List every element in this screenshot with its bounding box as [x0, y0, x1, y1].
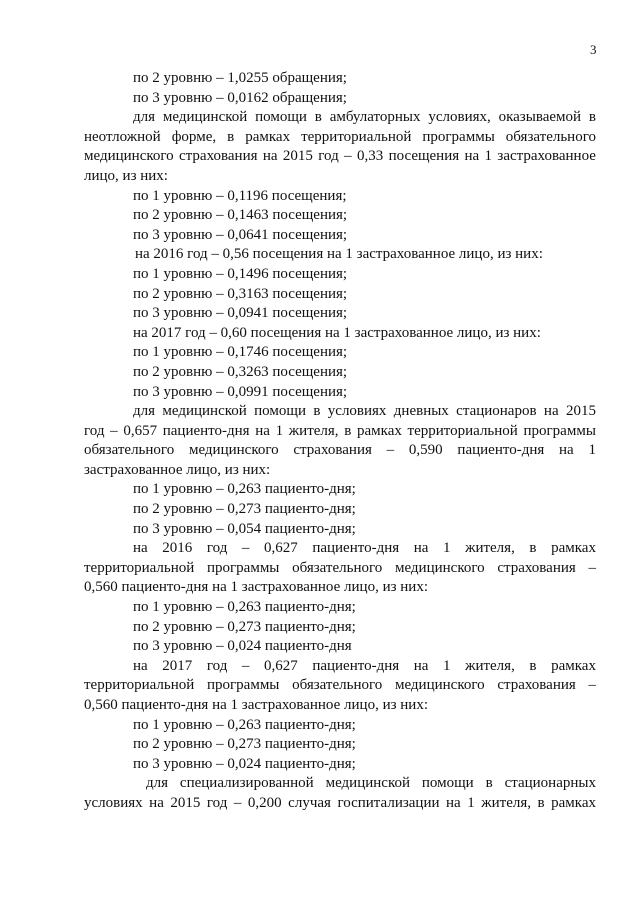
word: 1: [484, 148, 493, 165]
text-line: по 2 уровню – 0,273 пациенто-дня;: [133, 618, 356, 635]
word: на: [464, 148, 480, 165]
word: для: [146, 775, 169, 792]
text-line-justified: [84, 128, 596, 148]
word: застрахованное: [497, 148, 596, 165]
text-line: 0,560 пациенто-дня на 1 застрахованное лицо, из них:: [84, 579, 428, 596]
word: на: [149, 794, 164, 811]
word: помощи: [255, 109, 307, 126]
word: обязательного: [292, 559, 383, 576]
text-line: по 1 уровню – 0,1746 посещения;: [133, 344, 348, 361]
word: медицинской: [162, 403, 247, 420]
word: условиях,: [428, 109, 491, 126]
text-line-justified: [84, 539, 596, 559]
text-line: по 2 уровню – 0,3163 посещения;: [133, 285, 348, 302]
word: обязательного: [84, 442, 175, 459]
word: стационарных: [504, 775, 596, 792]
word: 2016: [162, 540, 193, 557]
text-line: по 2 уровню – 0,273 пациенто-дня;: [133, 736, 356, 753]
word: помощи: [254, 403, 306, 420]
word: амбулаторных: [329, 109, 421, 126]
word: медицинского: [394, 677, 485, 694]
text-line: по 1 уровню – 0,263 пациенто-дня;: [133, 599, 356, 616]
word: 0,627: [263, 657, 298, 674]
word: рамках: [356, 422, 402, 439]
text-line-justified: [84, 676, 596, 696]
word: медицинского: [84, 148, 174, 165]
word: год: [206, 540, 228, 557]
text-line: по 2 уровню – 0,1463 посещения;: [133, 207, 348, 224]
word: 0,657: [123, 422, 158, 439]
text-line: 0,560 пациенто-дня на 1 застрахованное лицо, из них:: [84, 697, 428, 713]
word: 0,33: [356, 148, 384, 165]
word: жителя,: [465, 540, 515, 557]
word: в: [313, 403, 321, 420]
text-line: по 3 уровню – 0,024 пациенто-дня: [133, 638, 352, 655]
text-line-justified: [84, 422, 596, 442]
word: жителя,: [481, 794, 531, 811]
text-line: по 3 уровню – 0,0991 посещения;: [133, 383, 348, 400]
word: 2017: [162, 657, 193, 674]
word: неотложной: [84, 128, 161, 145]
text-line-justified: [84, 108, 596, 128]
word: условиях: [84, 794, 143, 811]
word: –: [233, 794, 242, 811]
word: на: [413, 657, 429, 674]
word: –: [241, 540, 250, 557]
word: год: [206, 657, 228, 674]
text-line: лицо, из них:: [84, 167, 168, 184]
text-line: по 1 уровню – 0,263 пациенто-дня;: [133, 716, 356, 733]
word: рамках: [245, 128, 291, 145]
word: территориальной: [84, 559, 195, 576]
word: –: [110, 422, 118, 439]
document-body: [84, 69, 596, 814]
word: рамках: [551, 540, 596, 557]
word: на: [255, 422, 270, 439]
word: медицинского: [394, 559, 485, 576]
word: на: [559, 442, 574, 459]
word: программы: [206, 677, 280, 694]
word: 2015: [170, 794, 201, 811]
word: медицинской: [162, 109, 248, 126]
word: в: [344, 422, 352, 439]
word: дневных: [393, 403, 449, 420]
word: территориальной: [301, 128, 412, 145]
word: пациенто-дня: [162, 422, 250, 439]
text-line: по 1 уровню – 0,1196 посещения;: [133, 187, 347, 204]
text-line: по 3 уровню – 0,054 пациенто-дня;: [133, 520, 356, 537]
word: 2015: [565, 403, 596, 420]
word: рамках: [551, 794, 596, 811]
word: помощи: [421, 775, 474, 792]
word: 1: [443, 657, 451, 674]
word: программы: [523, 422, 596, 439]
word: на: [543, 403, 559, 420]
word: –: [241, 657, 250, 674]
word: в: [227, 128, 235, 145]
word: на: [133, 540, 148, 557]
text-line: по 3 уровню – 0,024 пациенто-дня;: [133, 755, 356, 772]
word: 2015: [282, 148, 313, 165]
word: 1: [588, 442, 596, 459]
word: специализированной: [179, 775, 314, 792]
word: форме,: [171, 128, 217, 145]
word: медицинского: [188, 442, 279, 459]
word: страхования: [497, 559, 576, 576]
word: случая: [288, 794, 331, 811]
word: для: [133, 403, 156, 420]
word: на: [446, 794, 461, 811]
text-line-justified: [84, 794, 596, 814]
word: территориальной: [84, 677, 195, 694]
word: 1: [467, 794, 475, 811]
text-line: на 2017 год – 0,60 посещения на 1 застрахованное лицо, из них:: [133, 324, 541, 341]
word: на: [262, 148, 278, 165]
word: медицинской: [325, 775, 410, 792]
word: программы: [206, 559, 280, 576]
word: в: [529, 657, 537, 674]
word: 1: [443, 540, 451, 557]
text-line-justified: [84, 559, 596, 579]
text-line-justified: [84, 657, 596, 677]
text-line: на 2016 год – 0,56 посещения на 1 застрахованное лицо, из них:: [135, 246, 543, 263]
word: в: [314, 109, 322, 126]
word: пациенто-дня: [457, 442, 545, 459]
text-line: по 1 уровню – 0,263 пациенто-дня;: [133, 481, 356, 498]
word: страхования: [179, 148, 258, 165]
word: –: [386, 442, 395, 459]
text-line-justified: [84, 402, 596, 422]
word: 0,627: [263, 540, 298, 557]
word: в: [485, 775, 493, 792]
text-line-justified: [84, 147, 596, 167]
word: на: [413, 540, 429, 557]
word: условиях: [327, 403, 387, 420]
word: территориальной: [407, 422, 518, 439]
word: 0,590: [408, 442, 443, 459]
word: программы: [422, 128, 495, 145]
word: год: [318, 148, 339, 165]
word: год: [206, 794, 228, 811]
text-line: по 2 уровню – 1,0255 обращения;: [133, 70, 347, 86]
word: 0,200: [247, 794, 282, 811]
text-line: по 3 уровню – 0,0941 посещения;: [133, 305, 348, 322]
word: посещения: [388, 148, 460, 165]
word: –: [588, 559, 596, 576]
page-number: 3: [590, 42, 597, 57]
word: год: [84, 422, 105, 439]
word: для: [133, 109, 156, 126]
word: в: [537, 794, 545, 811]
word: стационаров: [456, 403, 537, 420]
word: пациенто-дня: [312, 657, 400, 674]
text-line: застрахованное лицо, из них:: [84, 461, 271, 478]
word: 1: [275, 422, 284, 439]
word: обязательного: [292, 677, 383, 694]
word: пациенто-дня: [312, 540, 400, 557]
word: госпитализации: [337, 794, 440, 811]
word: рамках: [551, 657, 596, 674]
word: оказываемой: [498, 109, 582, 126]
text-line: по 2 уровню – 0,273 пациенто-дня;: [133, 501, 356, 518]
word: –: [588, 677, 596, 694]
word: страхования: [497, 677, 576, 694]
text-line: по 1 уровню – 0,1496 посещения;: [133, 265, 348, 282]
text-line: по 2 уровню – 0,3263 посещения;: [133, 363, 348, 380]
word: страхования: [293, 442, 372, 459]
word: жителя,: [465, 657, 515, 674]
word: обязательного: [505, 128, 596, 145]
word: на: [133, 657, 148, 674]
text-line-justified: [84, 441, 596, 461]
text-line: по 3 уровню – 0,0641 посещения;: [133, 226, 348, 243]
text-line-justified: [84, 774, 596, 794]
word: –: [344, 148, 352, 165]
word: в: [529, 540, 537, 557]
text-line: по 3 уровню – 0,0162 обращения;: [133, 89, 347, 106]
word: жителя,: [288, 422, 339, 439]
word: в: [588, 109, 596, 126]
